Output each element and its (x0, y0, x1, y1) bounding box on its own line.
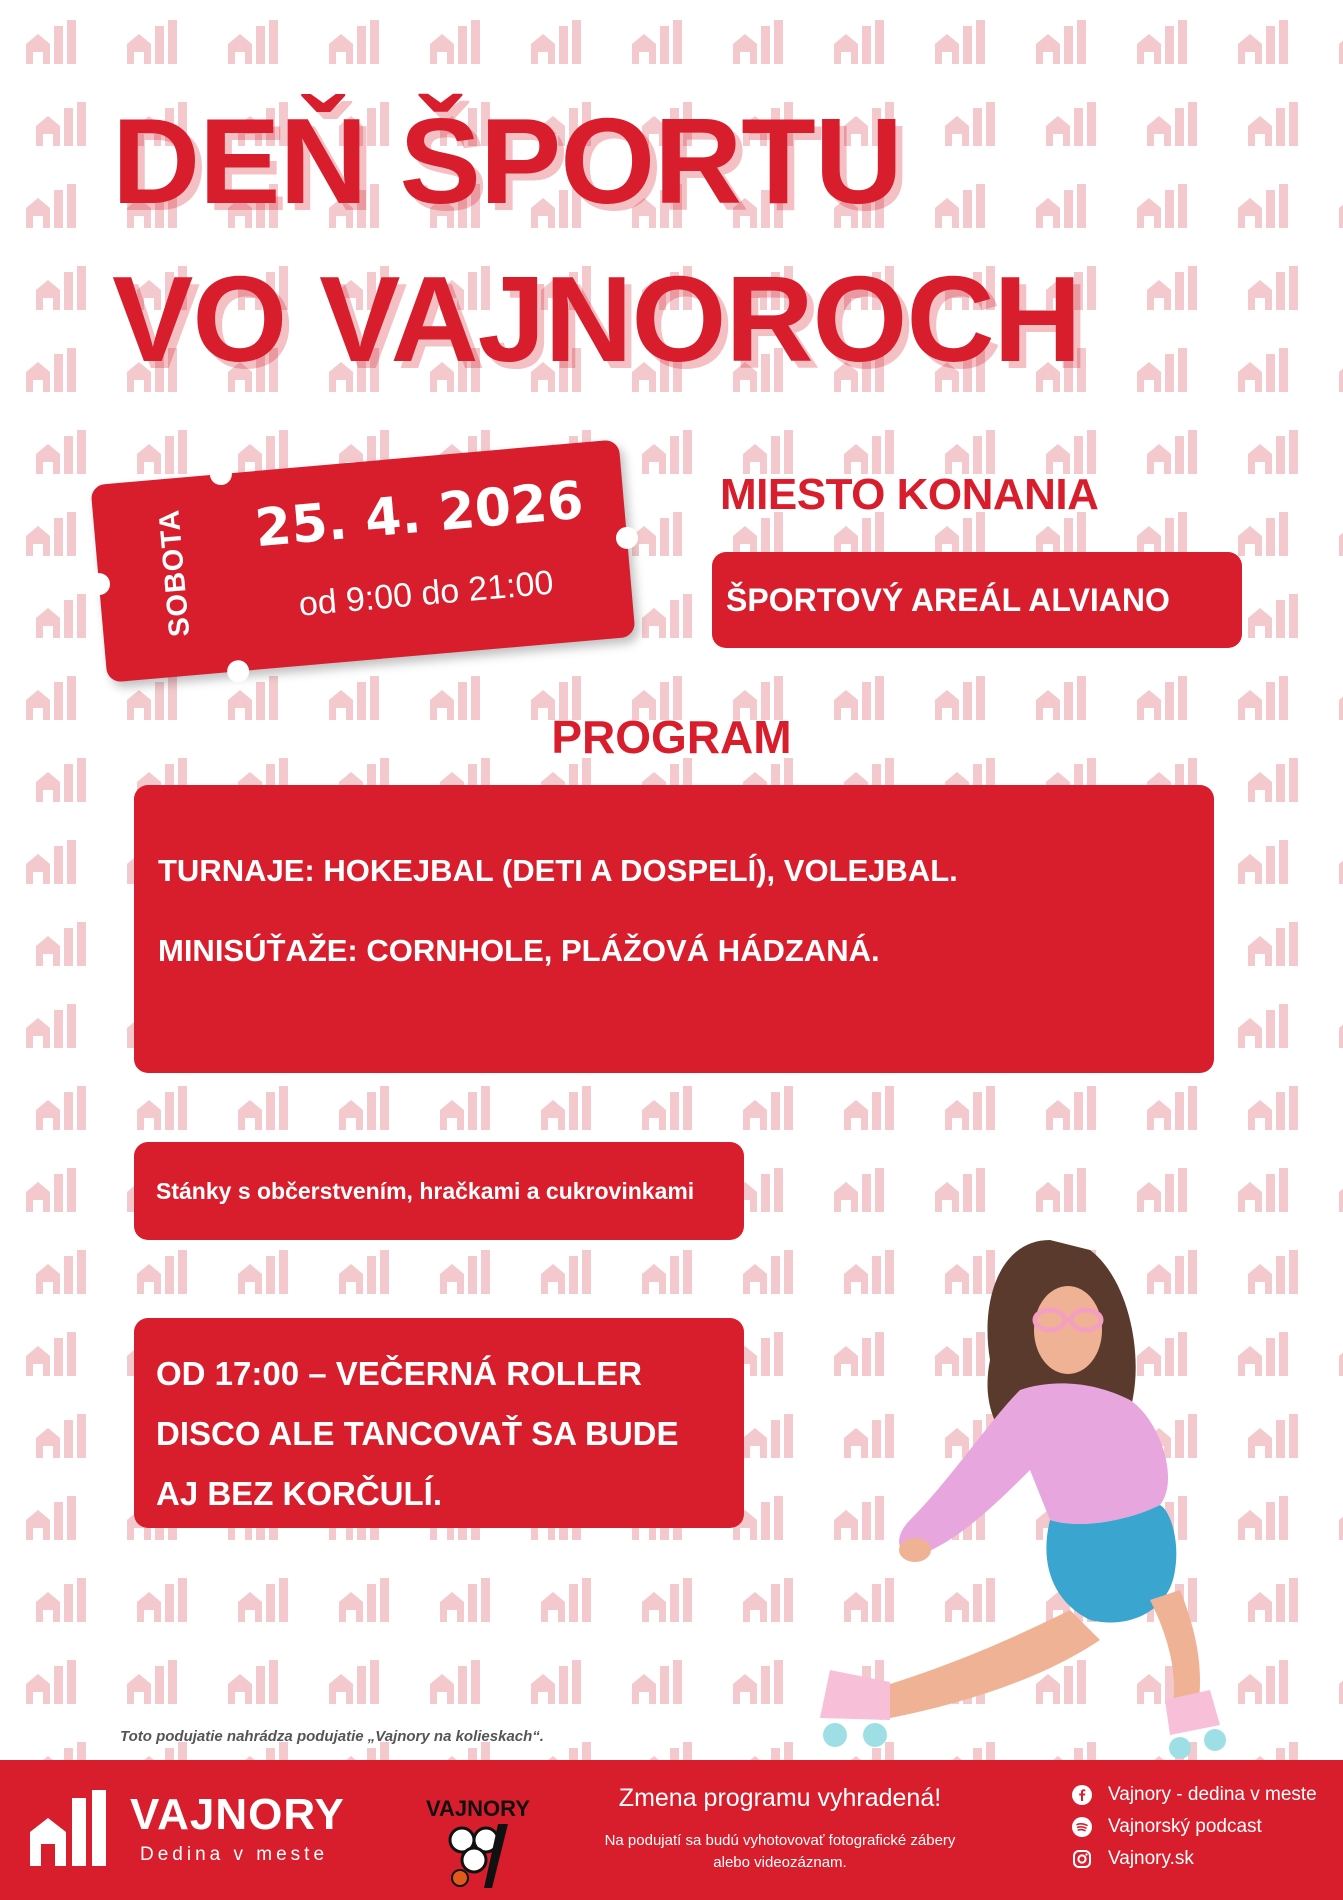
pattern-building-icon (541, 1578, 591, 1622)
venue-name: ŠPORTOVÝ AREÁL ALVIANO (712, 552, 1242, 648)
pattern-building-icon (945, 1086, 995, 1130)
ticket-date: 25. 4. 2026 (252, 470, 586, 560)
pattern-building-icon (36, 594, 86, 638)
pattern-building-icon (1339, 348, 1343, 392)
pattern-building-icon (834, 1168, 884, 1212)
pattern-building-icon (743, 1086, 793, 1130)
pattern-building-icon (228, 1660, 278, 1704)
pattern-building-icon (1147, 102, 1197, 146)
pattern-building-icon (1046, 1086, 1096, 1130)
pattern-building-icon (36, 266, 86, 310)
ticket-day: SOBOTA (153, 507, 197, 639)
social-spotify-label: Vajnorský podcast (1108, 1816, 1262, 1837)
pattern-building-icon (1046, 430, 1096, 474)
pattern-building-icon (1036, 20, 1086, 64)
venue-label: MIESTO KONANIA (720, 470, 1099, 519)
pattern-building-icon (844, 430, 894, 474)
program-line-minicontests: MINISÚŤAŽE: CORNHOLE, PLÁŽOVÁ HÁDZANÁ. (158, 933, 880, 968)
pattern-building-icon (26, 1332, 76, 1376)
pattern-building-icon (531, 1660, 581, 1704)
instagram-icon (1072, 1849, 1092, 1869)
pattern-building-icon (440, 1086, 490, 1130)
pattern-building-icon (531, 20, 581, 64)
pattern-building-icon (26, 512, 76, 556)
spotify-icon (1072, 1817, 1092, 1837)
pattern-building-icon (1339, 184, 1343, 228)
pattern-building-icon (1248, 430, 1298, 474)
pattern-building-icon (935, 184, 985, 228)
pattern-building-icon (1238, 184, 1288, 228)
pattern-building-icon (1339, 1168, 1343, 1212)
pattern-building-icon (1248, 102, 1298, 146)
stands-box: Stánky s občerstvením, hračkami a cukrovinkami (134, 1142, 744, 1240)
pattern-building-icon (440, 1578, 490, 1622)
pattern-building-icon (26, 1496, 76, 1540)
roller-skater-illustration (750, 1220, 1270, 1780)
brand-name: VAJNORY (130, 1790, 345, 1839)
pattern-building-icon (1248, 758, 1298, 802)
pattern-building-icon (541, 1250, 591, 1294)
pattern-building-icon (36, 1414, 86, 1458)
pattern-building-icon (1248, 594, 1298, 638)
pattern-building-icon (1238, 348, 1288, 392)
disco-box (134, 1318, 744, 1528)
pattern-building-icon (1339, 1496, 1343, 1540)
pattern-building-icon (26, 1660, 76, 1704)
pattern-building-icon (36, 758, 86, 802)
brand-tagline: Dedina v meste (140, 1844, 329, 1865)
footer (0, 1760, 1343, 1900)
disco-line: DISCO ALE TANCOVAŤ SA BUDE (156, 1415, 679, 1452)
pattern-building-icon (1137, 512, 1187, 556)
pattern-building-icon (935, 20, 985, 64)
pattern-building-icon (541, 1742, 591, 1760)
pattern-building-icon (1339, 840, 1343, 884)
pattern-building-icon (1046, 102, 1096, 146)
pattern-building-icon (1238, 840, 1288, 884)
program-box (134, 785, 1214, 1073)
pattern-building-icon (36, 102, 86, 146)
pattern-building-icon (1339, 1332, 1343, 1376)
pattern-building-icon (127, 1660, 177, 1704)
pattern-building-icon (36, 1250, 86, 1294)
pattern-building-icon (632, 20, 682, 64)
pattern-building-icon (127, 20, 177, 64)
pattern-building-icon (137, 430, 187, 474)
pattern-building-icon (642, 594, 692, 638)
pattern-building-icon (945, 102, 995, 146)
event-title-line-1: DEŇ ŠPORTU (112, 93, 902, 229)
social-instagram[interactable] (1072, 1848, 1194, 1870)
pattern-building-icon (1137, 20, 1187, 64)
pattern-building-icon (642, 1578, 692, 1622)
pattern-building-icon (1339, 20, 1343, 64)
social-spotify[interactable] (1072, 1816, 1262, 1838)
pattern-building-icon (743, 430, 793, 474)
pattern-building-icon (642, 1086, 692, 1130)
pattern-building-icon (26, 184, 76, 228)
pattern-building-icon (541, 1086, 591, 1130)
vajnory-logo-icon (26, 1788, 110, 1868)
program-change-note: Zmena programu vyhradená! (618, 1784, 942, 1812)
pattern-building-icon (834, 20, 884, 64)
replacement-note: Toto podujatie nahrádza podujatie „Vajnory na kolieskach“. (120, 1728, 544, 1745)
pattern-building-icon (238, 1250, 288, 1294)
pattern-building-icon (1137, 1168, 1187, 1212)
pattern-building-icon (137, 1578, 187, 1622)
pattern-building-icon (238, 1578, 288, 1622)
pattern-building-icon (238, 1086, 288, 1130)
pattern-building-icon (440, 1250, 490, 1294)
pattern-building-icon (339, 1578, 389, 1622)
disco-line: OD 17:00 – VEČERNÁ ROLLER (156, 1355, 642, 1392)
pattern-building-icon (36, 922, 86, 966)
pattern-building-icon (733, 20, 783, 64)
pattern-building-icon (329, 20, 379, 64)
pattern-building-icon (1238, 1004, 1288, 1048)
pattern-building-icon (945, 430, 995, 474)
pattern-building-icon (1339, 1660, 1343, 1704)
facebook-icon (1072, 1785, 1092, 1805)
pattern-building-icon (36, 430, 86, 474)
pattern-building-icon (36, 1742, 86, 1760)
pattern-building-icon (844, 1086, 894, 1130)
pattern-building-icon (1036, 184, 1086, 228)
pattern-building-icon (137, 1250, 187, 1294)
pattern-building-icon (1238, 1168, 1288, 1212)
pattern-building-icon (935, 1168, 985, 1212)
club-name: VAJNORY (426, 1796, 530, 1821)
pattern-building-icon (26, 20, 76, 64)
pattern-building-icon (26, 840, 76, 884)
social-instagram-label: Vajnory.sk (1108, 1848, 1194, 1869)
pattern-building-icon (1137, 348, 1187, 392)
social-facebook-label: Vajnory - dedina v meste (1108, 1784, 1317, 1805)
pattern-building-icon (1147, 1086, 1197, 1130)
pattern-building-icon (1339, 512, 1343, 556)
pattern-building-icon (1248, 1086, 1298, 1130)
pattern-building-icon (1248, 266, 1298, 310)
pattern-building-icon (1036, 1168, 1086, 1212)
photo-notice: Na podujatí sa budú vyhotovovať fotografické zábery alebo videozáznam. (604, 1832, 956, 1871)
pattern-building-icon (1147, 266, 1197, 310)
event-title-line-2: VO VAJNOROCH (112, 251, 1081, 387)
pattern-building-icon (1238, 512, 1288, 556)
pattern-building-icon (1147, 430, 1197, 474)
pattern-building-icon (238, 430, 288, 474)
pattern-building-icon (36, 1086, 86, 1130)
pattern-building-icon (36, 1578, 86, 1622)
pattern-building-icon (1248, 922, 1298, 966)
pattern-building-icon (1137, 184, 1187, 228)
pattern-building-icon (430, 20, 480, 64)
pattern-building-icon (329, 1660, 379, 1704)
pattern-building-icon (642, 1742, 692, 1760)
pattern-building-icon (137, 1086, 187, 1130)
pattern-building-icon (632, 512, 682, 556)
ticket-time: od 9:00 do 21:00 (297, 563, 555, 624)
pattern-building-icon (228, 20, 278, 64)
pattern-building-icon (26, 1168, 76, 1212)
social-facebook[interactable] (1072, 1784, 1317, 1806)
pattern-building-icon (1339, 1004, 1343, 1048)
program-heading: PROGRAM (551, 711, 792, 763)
pattern-building-icon (430, 1660, 480, 1704)
pattern-building-icon (26, 1004, 76, 1048)
pattern-building-icon (642, 1250, 692, 1294)
disco-line: AJ BEZ KORČULÍ. (156, 1475, 443, 1512)
pattern-building-icon (339, 1250, 389, 1294)
pattern-building-icon (26, 348, 76, 392)
pattern-building-icon (642, 430, 692, 474)
pattern-building-icon (1238, 20, 1288, 64)
pattern-building-icon (339, 1086, 389, 1130)
pattern-building-icon (632, 1660, 682, 1704)
program-line-tournaments: TURNAJE: HOKEJBAL (DETI A DOSPELÍ), VOLEJBAL. (158, 853, 958, 888)
